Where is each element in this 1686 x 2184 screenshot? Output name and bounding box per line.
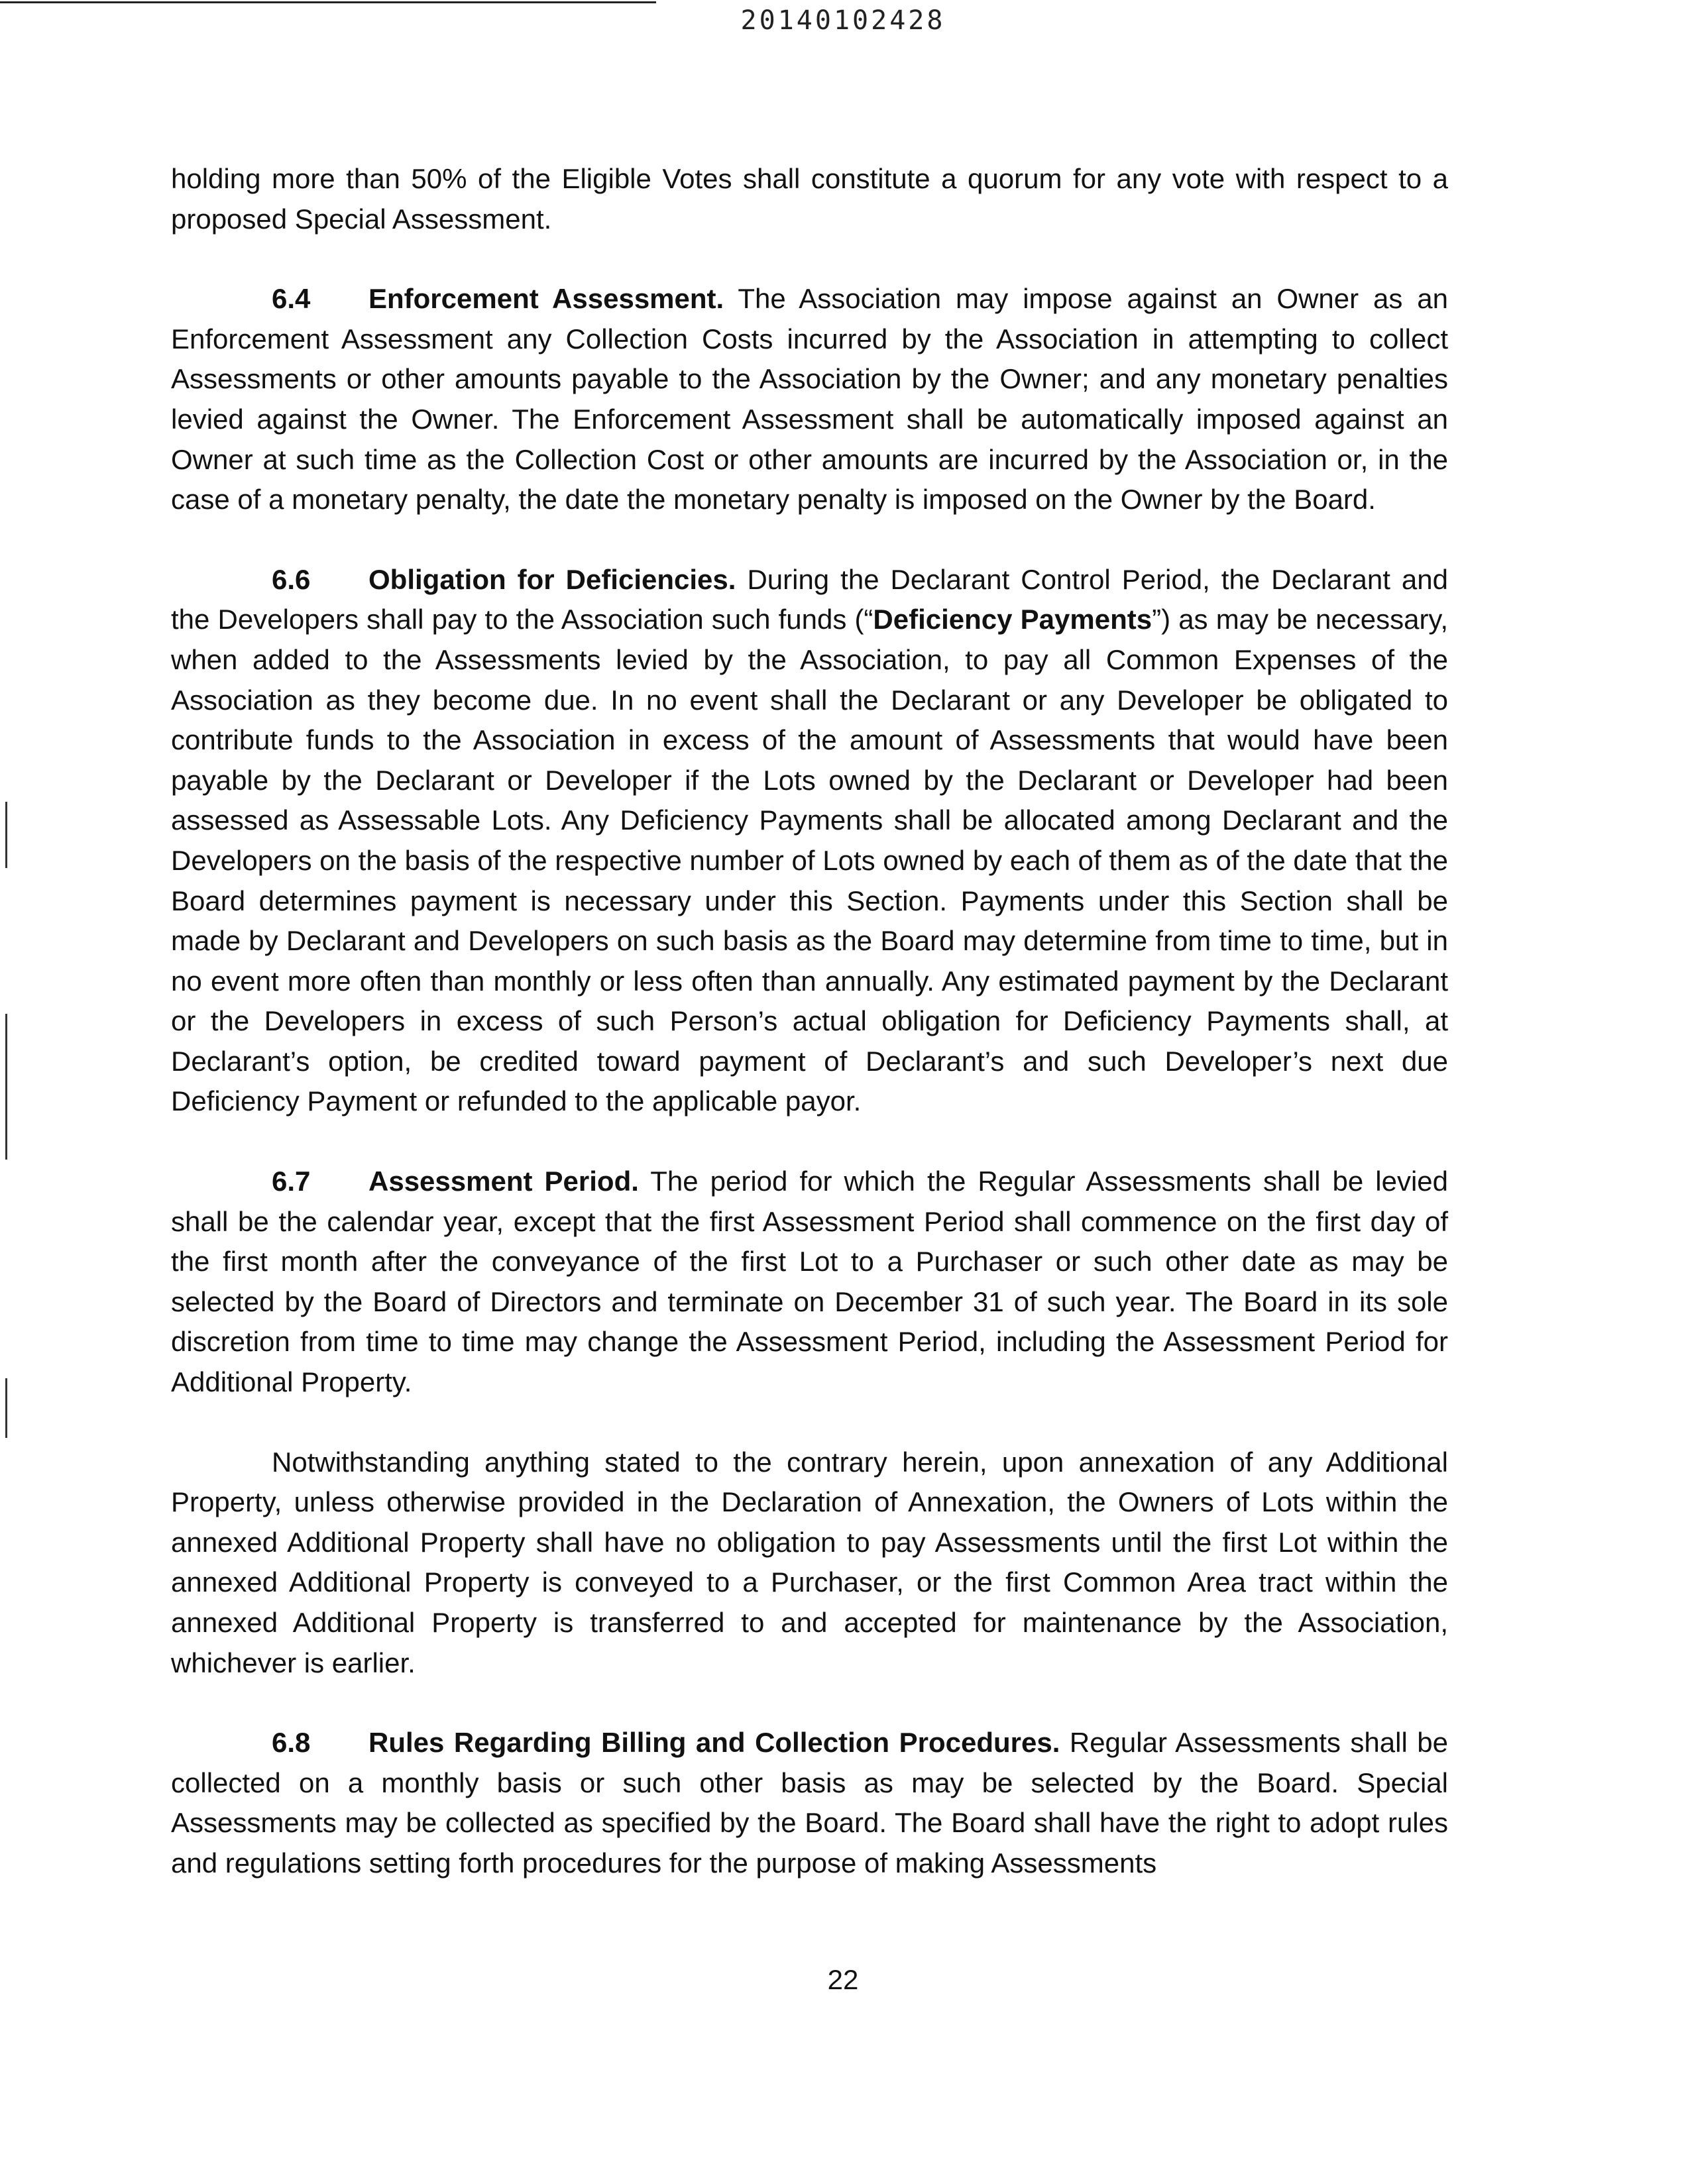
section-6-4 bbox=[171, 279, 1448, 520]
defined-term: Deficiency Payments bbox=[873, 604, 1152, 635]
top-rule bbox=[0, 1, 656, 3]
section-6-8 bbox=[171, 1723, 1448, 1883]
margin-scan-mark bbox=[5, 1014, 7, 1160]
section-number: 6.6 bbox=[272, 563, 311, 595]
section-text-continued: ”) as may be necessary, when added to the Assessments levied by the Association, to pay all Common Expenses of the Association as they become due. In no event shall the Declarant or any Developer be obligated to contribute funds to the Association in excess of the amount of Assessments that would have been payable by the Declarant or Developer if the Lots owned by the Declarant or Developer had been assessed as Assessable Lots. Any Deficiency Payments shall be allocated among Declarant and the Developers on the basis of the respective number of Lots owned by each of them as of the date that the Board determines payment is necessary under this Section. Payments under this Section shall be made by Declarant and Developers on such basis as the Board may determine from time to time, but in no event more often than monthly or less often than annually. Any estimated payment by the Declarant or the Developers in excess of such Person’s actual obligation for Deficiency Payments shall, at Declarant’s option, be credited toward payment of Declarant’s and such Developer’s next due Deficiency Payment or refunded to the applicable payor. bbox=[171, 604, 1448, 1117]
section-text: The Association may impose against an Owner as an Enforcement Assessment any Collection Costs incurred by the Association in attempting to collect Assessments or other amounts payable to the Association by the Owner; and any monetary penalties levied against the Owner. The Enforcement Assessment shall be automatically imposed against an Owner at such time as the Collection Cost or other amounts are incurred by the Association or, in the case of a monetary penalty, the date the monetary penalty is imposed on the Owner by the Board. bbox=[171, 283, 1449, 516]
section-title: Assessment Period. bbox=[368, 1166, 639, 1197]
page-number: 22 bbox=[827, 1964, 859, 1995]
section-title: Rules Regarding Billing and Collection Procedures. bbox=[368, 1727, 1060, 1759]
section-text: Regular Assessments shall be collected on a monthly basis or such other basis as may be selected by the Board. Special Assessments may be collected as specified by the Board. The Board shall have the right to adopt rules and regulations setting forth procedures for the purpose of making Assessments bbox=[171, 1727, 1448, 1879]
section-number: 6.4 bbox=[272, 283, 311, 315]
section-number: 6.8 bbox=[272, 1727, 311, 1759]
section-text: The period for which the Regular Assessments shall be levied shall be the calendar year, except that the first Assessment Period shall commence on the first day of the first month after the conveyance of the first Lot to a Purchaser or such other date as may be selected by the Board of Directors and terminate on December 31 of such year. The Board in its sole discretion from time to time may change the Assessment Period, including the Assessment Period for Additional Property. bbox=[171, 1166, 1448, 1398]
section-text: During the Declarant Control Period, the Declarant and the Developers shall pay to the Association such funds (“ bbox=[171, 563, 1448, 635]
paragraph-notwithstanding bbox=[171, 1443, 1448, 1684]
paragraph-text: Notwithstanding anything stated to the contrary herein, upon annexation of any Additional Property, unless otherwise provided in the Declaration of Annexation, the Owners of Lots within the annexed Additional Property shall have no obligation to pay Assessments until the first Lot within the annexed Additional Property is conveyed to a Purchaser, or the first Common Area tract within the annexed Additional Property is transferred to and accepted for maintenance by the Association, whichever is earlier. bbox=[171, 1446, 1448, 1678]
paragraph-continuation bbox=[171, 159, 1448, 239]
section-title: Enforcement Assessment. bbox=[368, 283, 724, 315]
section-title: Obligation for Deficiencies. bbox=[368, 563, 736, 595]
margin-scan-mark bbox=[5, 1378, 7, 1438]
margin-scan-mark bbox=[5, 802, 7, 868]
section-6-7 bbox=[171, 1162, 1448, 1403]
document-number: 20140102428 bbox=[740, 5, 946, 36]
section-6-6 bbox=[171, 560, 1448, 1122]
document-body bbox=[171, 159, 1448, 1924]
paragraph-text: holding more than 50% of the Eligible Votes shall constitute a quorum for any vote with respect to a proposed Special Assessment. bbox=[171, 163, 1448, 235]
section-number: 6.7 bbox=[272, 1166, 311, 1197]
